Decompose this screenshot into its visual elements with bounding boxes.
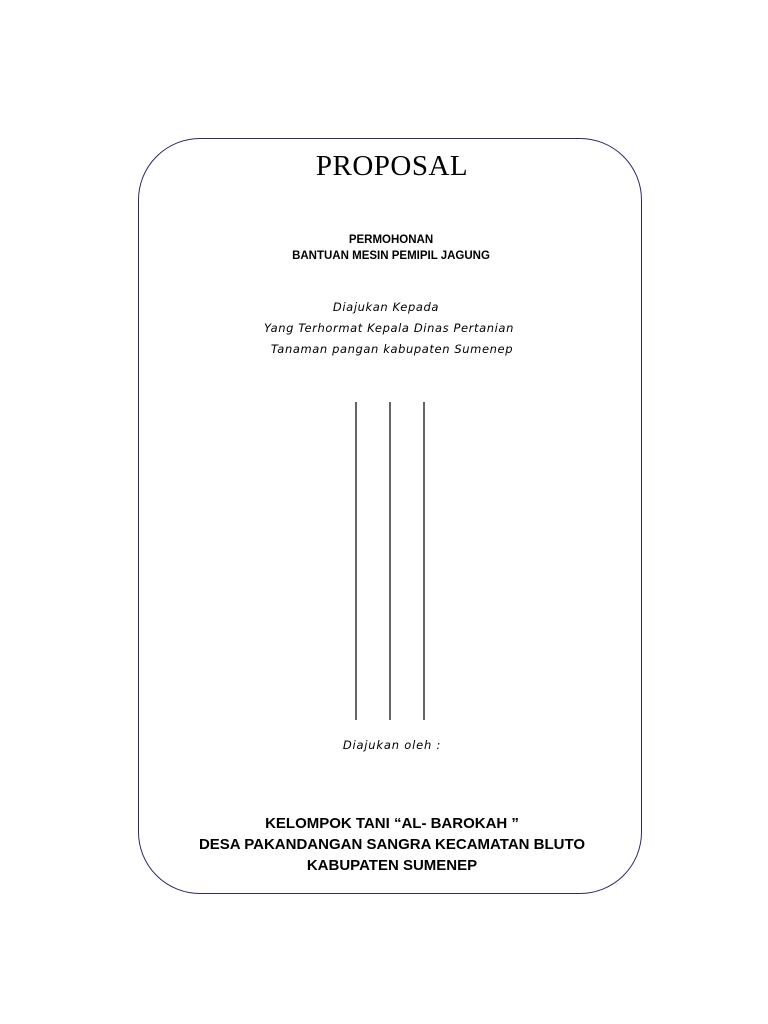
document-title: PROPOSAL	[315, 150, 469, 182]
subject-line-1: PERMOHONAN	[348, 234, 434, 246]
addressee-line-3: Tanaman pangan kabupaten Sumenep	[270, 342, 514, 356]
addressee-block	[0, 297, 768, 360]
group-village: DESA PAKANDANGAN SANGRA KECAMATAN BLUTO	[198, 836, 586, 853]
submitted-by-label: Diajukan oleh :	[342, 738, 442, 752]
decorative-vertical-lines	[340, 400, 440, 724]
group-block	[0, 813, 768, 876]
subject-line-2: BANTUAN MESIN PEMIPIL JAGUNG	[292, 250, 490, 262]
addressee-line-2: Yang Terhormat Kepala Dinas Pertanian	[264, 321, 514, 335]
group-regency: KABUPATEN SUMENEP	[306, 857, 478, 874]
subject-block	[0, 232, 768, 264]
group-name: KELOMPOK TANI “AL- BAROKAH ”	[265, 815, 519, 832]
addressee-line-1: Diajukan Kepada	[332, 300, 440, 314]
